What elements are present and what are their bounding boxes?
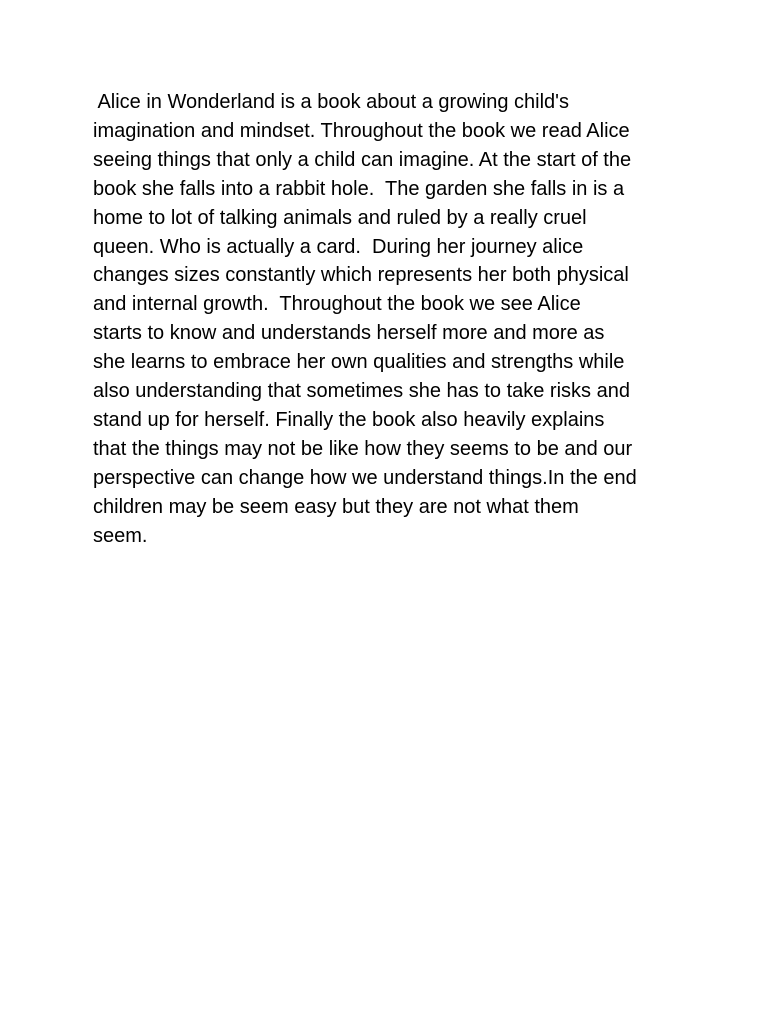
paragraph-line: and internal growth. Throughout the book we see Alice (93, 293, 581, 316)
paragraph-line: imagination and mindset. Throughout the book we read Alice (93, 119, 630, 142)
paragraph-line: Alice in Wonderland is a book about a growing child's (93, 91, 569, 113)
paragraph-line: that the things may not be like how they seems to be and our (93, 437, 633, 460)
paragraph-line: also understanding that sometimes she has to take risks and (93, 380, 630, 403)
paragraph-line: queen. Who is actually a card. During her journey alice (93, 235, 584, 258)
paragraph-line: starts to know and understands herself more and more as (93, 322, 605, 345)
paragraph-line: perspective can change how we understand things.In the end (93, 466, 637, 489)
paragraph-line: stand up for herself. Finally the book also heavily explains (93, 408, 605, 431)
paragraph-line: seem. (93, 524, 148, 547)
paragraph-line: seeing things that only a child can imagine. At the start of the (93, 148, 632, 171)
essay-paragraph (93, 88, 693, 551)
paragraph-line: children may be seem easy but they are not what them (93, 495, 579, 518)
paragraph-line: book she falls into a rabbit hole. The garden she falls in is a (93, 177, 625, 200)
paragraph-line: she learns to embrace her own qualities and strengths while (93, 351, 625, 374)
paragraph-line: changes sizes constantly which represents her both physical (93, 264, 629, 287)
paragraph-line: home to lot of talking animals and ruled by a really cruel (93, 206, 587, 229)
